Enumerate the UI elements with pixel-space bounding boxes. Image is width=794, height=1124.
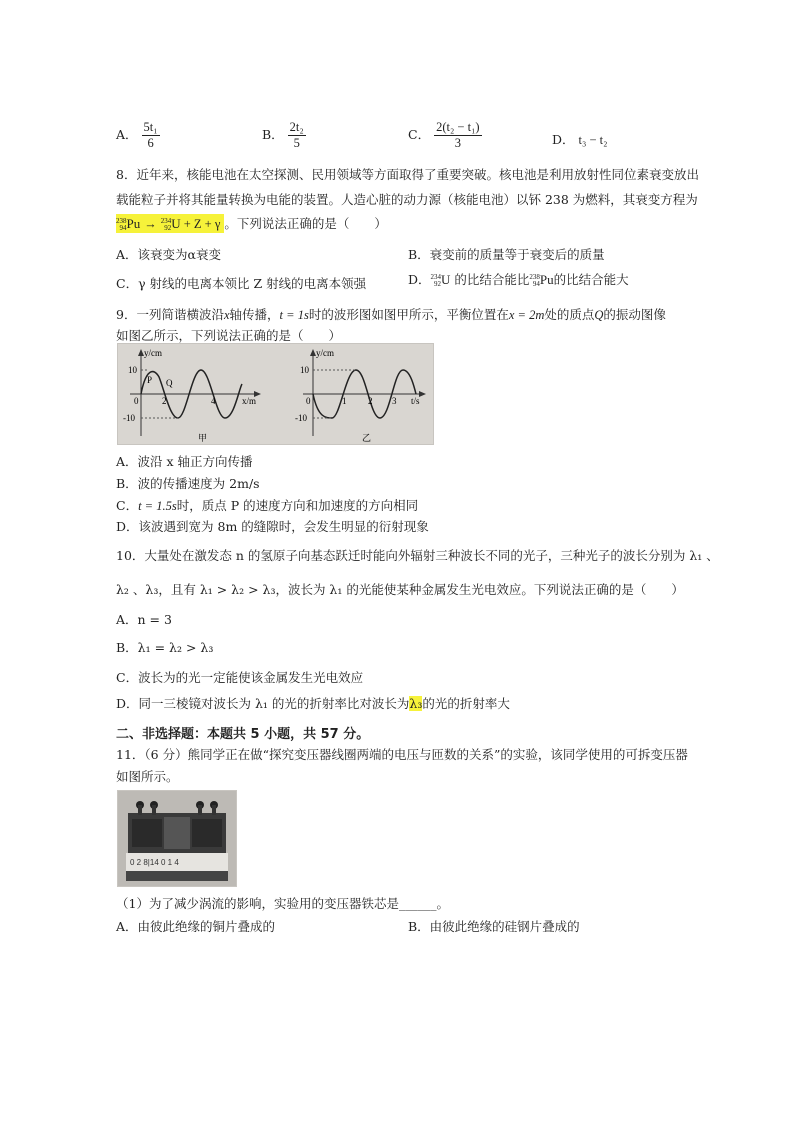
mass-number: 238 [116, 217, 127, 226]
atomic-number: 94 [532, 280, 540, 289]
option-text: D．同一三棱镜对波长为 λ₁ 的光的折射率比对波长为 [116, 696, 410, 711]
option-label: C． [408, 127, 431, 142]
wave-graphs [118, 344, 433, 444]
origin-label: 0 [134, 396, 139, 406]
q8-option-d [408, 270, 629, 288]
fraction [434, 120, 482, 151]
q11-stem-line2: 如图所示。 [116, 769, 179, 784]
expression: t₃ − t₂ [578, 133, 608, 147]
figure-caption-jia: 甲 [198, 433, 208, 443]
x-axis-label: x/m [242, 396, 257, 406]
q10-option-b: B．λ₁ = λ₂ > λ₃ [116, 640, 214, 655]
t-tick-3: 3 [392, 396, 397, 406]
transformer-illustration [118, 791, 236, 886]
variable: x = 2m [508, 308, 545, 322]
y-axis-label: y/cm [316, 348, 334, 358]
question-tail: 。下列说法正确的是（ ） [224, 216, 387, 231]
wave-graph-left [123, 348, 261, 443]
wave-graph-right [295, 348, 426, 443]
option-label: A． [116, 127, 138, 142]
q11-option-b: B．由彼此绝缘的硅钢片叠成的 [408, 919, 580, 934]
option-text: 时，质点 P 的速度方向和加速度的方向相同 [176, 498, 419, 513]
mass-number: 234 [160, 217, 172, 226]
fraction [142, 120, 160, 151]
uranium-nuclide [431, 272, 451, 288]
q8-stem-line2: 载能粒子并将其能量转换为电能的装置。人造心脏的动力源（核能电池）以钚 238 为燃料，其衰变方程为 [116, 192, 698, 207]
section-heading: 二、非选择题：本题共 5 小题，共 57 分。 [116, 727, 370, 742]
x-tick-4: 4 [211, 396, 216, 406]
text: 的振动图像 [603, 307, 666, 322]
atomic-number: 92 [434, 280, 442, 289]
uranium-nuclide [161, 216, 181, 232]
option-label: D． [552, 132, 575, 147]
q9-option-a: A．波沿 x 轴正方向传播 [116, 454, 253, 469]
variable: x [223, 308, 230, 322]
text: 9．一列简谐横波沿 [116, 307, 224, 322]
element-symbol: Pu [539, 272, 554, 287]
y-tick-top: 10 [128, 365, 137, 375]
option-label: C． [116, 498, 139, 513]
text: 轴传播， [229, 307, 280, 322]
denominator: 5 [293, 136, 300, 150]
mass-number: 234 [430, 273, 442, 282]
option-text: 的光的折射率大 [422, 696, 510, 711]
decay-equation [116, 214, 224, 233]
numerator: 2(t₂ − t₁) [436, 120, 480, 134]
numerator: 5t₁ [143, 120, 158, 134]
arrow-symbol: → [144, 217, 157, 231]
point-q-label: Q [166, 378, 173, 388]
q7-option-b [262, 120, 306, 151]
mass-number: 238 [529, 273, 540, 282]
q10-option-c: C．波长为的光一定能使该金属发生光电效应 [116, 670, 364, 685]
plutonium-nuclide [116, 216, 140, 232]
variable: t = 1s [279, 308, 309, 322]
option-text: 的比结合能比 [454, 272, 530, 287]
fraction [288, 120, 306, 151]
q9-stem-line1 [116, 305, 666, 323]
variable: t = 1.5s [138, 499, 177, 513]
q11-stem-line1: 11．（6 分）熊同学正在做“探究变压器线圈两端的电压与匝数的关系”的实验，该同学使用的可拆变压器 [116, 747, 688, 762]
y-tick-bottom: -10 [295, 413, 307, 423]
plutonium-nuclide [529, 272, 553, 288]
q7-option-d [552, 130, 607, 148]
element-symbol: U [171, 216, 181, 231]
q8-option-b: B．衰变前的质量等于衰变后的质量 [408, 247, 605, 262]
transformer-photo [117, 790, 237, 887]
y-axis-label: y/cm [144, 348, 162, 358]
point-p-label: P [147, 375, 153, 385]
denominator: 6 [147, 136, 154, 150]
q9-figure [117, 343, 434, 445]
option-text: 的比结合能大 [553, 272, 629, 287]
element-symbol: Pu [126, 216, 141, 231]
y-tick-top: 10 [300, 365, 309, 375]
coil-scale-label: 0 2 8|14 0 1 4 [130, 858, 179, 867]
atomic-number: 92 [164, 224, 172, 233]
figure-caption-yi: 乙 [362, 433, 372, 443]
origin-label: 0 [306, 396, 311, 406]
q11-option-a: A．由彼此绝缘的铜片叠成的 [116, 919, 276, 934]
numerator: 2t₂ [289, 120, 304, 134]
q9-option-b: B．波的传播速度为 2m/s [116, 476, 260, 491]
q10-stem-line1: 10．大量处在激发态 n 的氢原子向基态跃迁时能向外辐射三种波长不同的光子，三种光子的波长分别为 λ₁ 、 [116, 548, 719, 563]
atomic-number: 94 [119, 224, 127, 233]
option-label: D． [408, 272, 431, 287]
option-label: B． [262, 127, 284, 142]
element-symbol: U [441, 272, 451, 287]
q10-option-d [116, 694, 510, 712]
highlighted-variable: λ₃ [409, 696, 423, 711]
q8-stem-line1: 8．近年来，核能电池在太空探测、民用领域等方面取得了重要突破。核电池是利用放射性同位素衰变放出 [116, 167, 699, 182]
t-tick-2: 2 [368, 396, 373, 406]
text: 处的质点 [544, 307, 595, 322]
text: 时的波形图如图甲所示，平衡位置在 [308, 307, 509, 322]
x-axis-label: t/s [411, 396, 420, 406]
x-tick-2: 2 [162, 396, 167, 406]
y-tick-bottom: -10 [123, 413, 135, 423]
q9-stem-line2: 如图乙所示，下列说法正确的是（ ） [116, 328, 342, 343]
q8-option-c: C．γ 射线的电离本领比 Z 射线的电离本领强 [116, 276, 367, 291]
t-tick-1: 1 [342, 396, 347, 406]
q7-option-a [116, 120, 160, 151]
equation-rest: + Z + γ [180, 217, 221, 231]
q8-stem-line3 [116, 214, 387, 232]
q8-option-a: A．该衰变为α衰变 [116, 247, 221, 262]
q10-option-a: A．n = 3 [116, 612, 172, 627]
q9-option-c [116, 496, 418, 514]
q7-option-c [408, 120, 482, 151]
q11-sub1: （1）为了减少涡流的影响，实验用的变压器铁芯是______。 [116, 896, 449, 911]
variable: Q [594, 308, 604, 322]
q10-stem-line2: λ₂ 、λ₃，且有 λ₁ > λ₂ > λ₃，波长为 λ₁ 的光能使某种金属发生光电效应。下列说法正确的是（ ） [116, 582, 684, 597]
q9-option-d: D．该波遇到宽为 8m 的缝隙时，会发生明显的衍射现象 [116, 519, 429, 534]
denominator: 3 [454, 136, 461, 150]
